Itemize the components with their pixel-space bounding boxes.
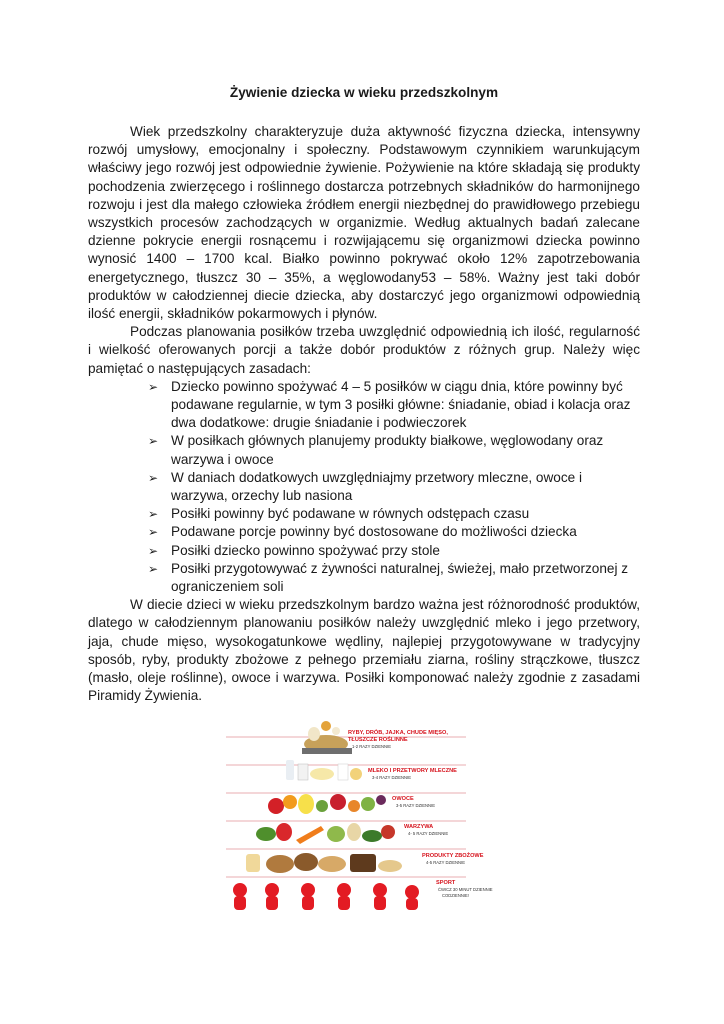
pyramid-label-vegetables: WARZYWA	[404, 824, 434, 830]
list-item: ➢ Posiłki powinny być podawane w równych odstępach czasu	[148, 505, 640, 523]
pyramid-label-grains: PRODUKTY ZBOŻOWE	[422, 853, 484, 859]
pyramid-sub-vegetables: 4- 5 RAZY DZIENNIE	[408, 831, 449, 836]
sport-level-icon	[233, 883, 419, 910]
pyramid-sub-grains: 4-5 RAZY DZIENNIE	[426, 860, 466, 865]
arrow-bullet-icon: ➢	[148, 525, 159, 540]
list-item: ➢ Posiłki dziecko powinno spożywać przy stole	[148, 542, 640, 560]
arrow-bullet-icon: ➢	[148, 434, 159, 449]
paragraph-variety: W diecie dzieci w wieku przedszkolnym bardzo ważna jest różnorodność produktów, dlatego w całodziennym planowaniu posiłków należy uwzględnić mleko i jego przetwory, jaja, chude mięso, wysokogatunkowe wędliny, najlepiej przygotowywane w tradycyjny sposób, ryby, produkty zbożowe z pełnego przemiału ziarna, rośliny strączkowe, tłuszcz (masło, oleje roślinne), owoce i warzywa. Posiłki komponować należy zgodnie z zasadami Piramidy Żywienia.	[88, 597, 640, 704]
arrow-bullet-icon: ➢	[148, 543, 159, 558]
list-item: ➢ W daniach dodatkowych uwzględniajmy przetwory mleczne, owoce i warzywa, orzechy lub nasiona	[148, 469, 583, 504]
list-item: ➢ Podawane porcje powinny być dostosowane do możliwości dziecka	[148, 523, 640, 541]
list-item: ➢ Posiłki przygotowywać z żywności naturalnej, świeżej, mało przetworzonej z ograniczeniem soli	[148, 560, 629, 595]
pyramid-sub-sport: ĆWICZ 30 MINUT DZIENNIE	[438, 887, 493, 892]
paragraph-planning: Podczas planowania posiłków trzeba uwzględnić odpowiednią ich ilość, regularność i wielkość oferowanych porcji a także dobór produktów z różnych grup. Należy więc pamiętać o następujących zasadach:	[88, 324, 640, 376]
pyramid-sub-protein: 1-2 RAZY DZIENNIE	[352, 744, 392, 749]
pyramid-label-fruit: OWOCE	[392, 796, 414, 802]
vegetables-level-icon	[256, 823, 395, 844]
dairy-level-icon	[286, 760, 362, 780]
pyramid-label-dairy: MLEKO I PRZETWORY MLECZNE	[368, 768, 457, 774]
arrow-bullet-icon: ➢	[148, 507, 159, 522]
arrow-bullet-icon: ➢	[148, 561, 159, 576]
pyramid-label-protein: RYBY, DRÓB, JAJKA, CHUDE MIĘSO,	[348, 730, 448, 736]
food-pyramid-image	[226, 714, 493, 914]
document-title: Żywienie dziecka w wieku przedszkolnym	[229, 85, 499, 100]
arrow-bullet-icon: ➢	[148, 379, 159, 394]
list-item: ➢ W posiłkach głównych planujemy produkty białkowe, węglowodany oraz warzywa i owoce	[148, 433, 604, 467]
grains-level-icon	[246, 853, 402, 873]
pyramid-sub-sport-2: CODZIENNIE!	[442, 893, 469, 898]
pyramid-sub-fruit: 3-5 RAZY DZIENNIE	[396, 803, 436, 808]
pyramid-label-sport: SPORT	[436, 880, 456, 886]
pyramid-sub-dairy: 3-4 RAZY DZIENNIE	[372, 775, 412, 780]
document-page	[88, 84, 640, 706]
rules-list	[88, 378, 640, 596]
fruit-level-icon	[268, 794, 386, 814]
arrow-bullet-icon: ➢	[148, 470, 159, 485]
list-item: ➢ Dziecko powinno spożywać 4 – 5 posiłków w ciągu dnia, które powinny być podawane regularnie, w tym 3 posiłki główne: śniadanie, obiad i kolacja oraz dwa dodatkowe: drugie śniadanie i podwieczorek	[148, 378, 631, 431]
pyramid-label-protein-2: TŁUSZCZE ROŚLINNE	[348, 737, 408, 743]
paragraph-intro: Wiek przedszkolny charakteryzuje duża aktywność fizyczna dziecka, intensywny rozwój umysłowy, emocjonalny i społeczny. Podstawowym czynnikiem warunkującym właściwy jego rozwój jest odpowiednie żywienie. Pożywienie na które składają się produkty pochodzenia zwierzęcego i roślinnego dostarcza potrzebnych składników do harmonijnego rozwoju i jest dla małego człowieka źródłem energii niezbędnej do prawidłowego przebiegu wszystkich procesów zachodzących w organizmie. Według aktualnych badań zalecane dzienne pokrycie energii rosnącemu i rozwijającemu się organizmowi dziecka powinno wynosić 1400 – 1700 kcal. Białko powinno pokrywać około 12% zapotrzebowania energetycznego, tłuszcz 30 – 35%, a węglowodany53 – 58%. Ważny jest taki dobór produktów w całodziennej diecie dziecka, aby dostarczyć jego organizmowi odpowiednią ilość energii, składników pokarmowych i płynów.	[88, 124, 640, 322]
